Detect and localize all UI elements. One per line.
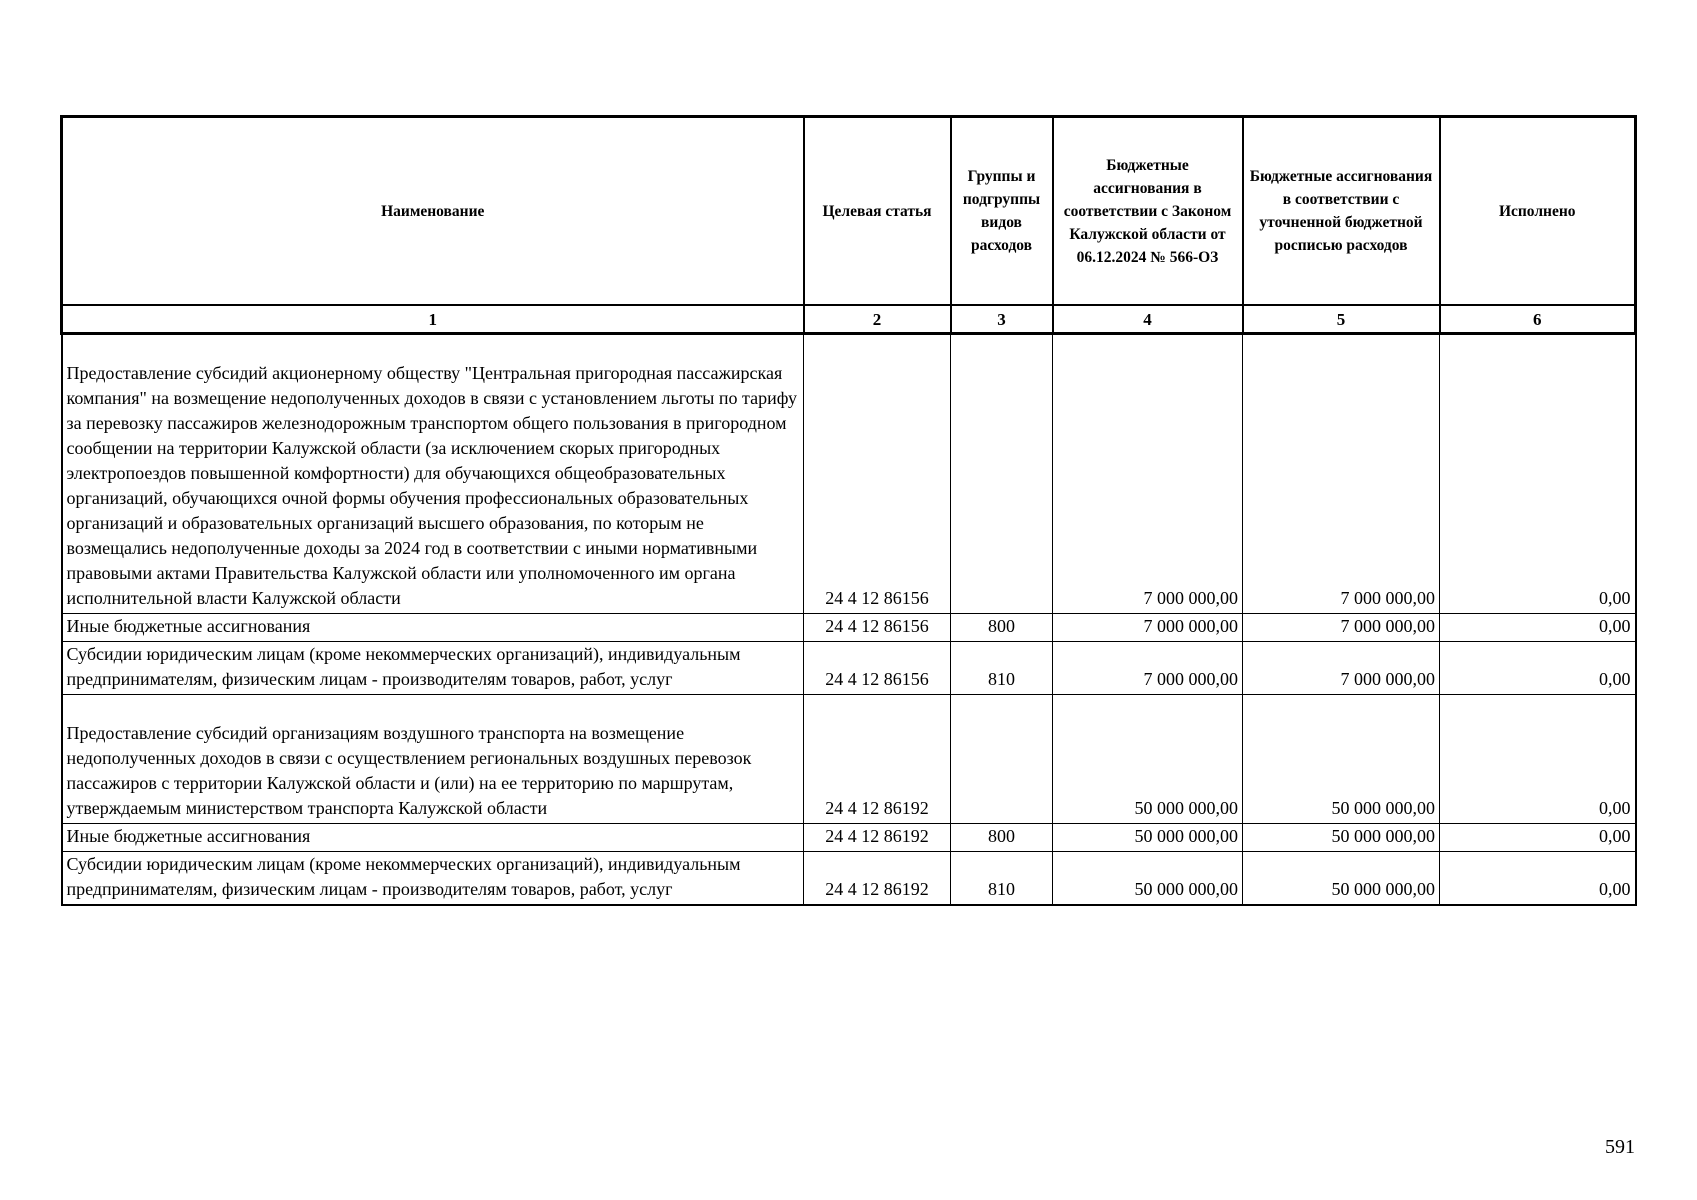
row-refined-allocation: 50 000 000,00 (1243, 695, 1440, 824)
table-row (62, 614, 1636, 642)
row-name: Предоставление субсидий организациям воздушного транспорта на возмещение недополученных доходов в связи с осуществлением региональных воздушных перевозок пассажиров с территории Калужской области и (или) на ее территорию по маршрутам, утверждаемым министерством транспорта Калужской области (62, 695, 804, 824)
col-header-law-allocations: Бюджетные ассигнования в соответствии с Законом Калужской области от 06.12.2024 № 566-ОЗ (1053, 117, 1243, 306)
budget-table (60, 115, 1637, 906)
row-executed: 0,00 (1440, 824, 1636, 852)
row-law-allocation: 7 000 000,00 (1053, 642, 1243, 695)
row-expense-group (951, 695, 1053, 824)
col-number: 3 (951, 305, 1053, 334)
col-header-name: Наименование (62, 117, 804, 306)
row-target-article: 24 4 12 86156 (804, 614, 951, 642)
row-executed: 0,00 (1440, 852, 1636, 906)
row-executed: 0,00 (1440, 334, 1636, 614)
row-refined-allocation: 7 000 000,00 (1243, 614, 1440, 642)
row-refined-allocation: 7 000 000,00 (1243, 642, 1440, 695)
col-header-target-article: Целевая статья (804, 117, 951, 306)
row-law-allocation: 7 000 000,00 (1053, 334, 1243, 614)
budget-sheet (60, 115, 1634, 906)
row-expense-group (951, 334, 1053, 614)
row-refined-allocation: 50 000 000,00 (1243, 824, 1440, 852)
row-executed: 0,00 (1440, 614, 1636, 642)
row-target-article: 24 4 12 86192 (804, 695, 951, 824)
col-number: 6 (1440, 305, 1636, 334)
row-refined-allocation: 7 000 000,00 (1243, 334, 1440, 614)
row-target-article: 24 4 12 86192 (804, 852, 951, 906)
row-name: Иные бюджетные ассигнования (62, 614, 804, 642)
row-executed: 0,00 (1440, 695, 1636, 824)
col-header-executed: Исполнено (1440, 117, 1636, 306)
table-row (62, 334, 1636, 614)
row-target-article: 24 4 12 86192 (804, 824, 951, 852)
row-expense-group: 810 (951, 642, 1053, 695)
col-number: 1 (62, 305, 804, 334)
table-row (62, 695, 1636, 824)
row-name: Иные бюджетные ассигнования (62, 824, 804, 852)
col-header-refined-allocations: Бюджетные ассигнования в соответствии с уточненной бюджетной росписью расходов (1243, 117, 1440, 306)
col-number: 2 (804, 305, 951, 334)
header-row (62, 117, 1636, 306)
column-number-row (62, 305, 1636, 334)
row-expense-group: 800 (951, 824, 1053, 852)
page-number: 591 (1605, 1136, 1635, 1158)
table-row (62, 852, 1636, 906)
col-header-expense-groups: Группы и подгруппы видов расходов (951, 117, 1053, 306)
row-expense-group: 800 (951, 614, 1053, 642)
col-number: 4 (1053, 305, 1243, 334)
row-name: Субсидии юридическим лицам (кроме некоммерческих организаций), индивидуальным предпринимателям, физическим лицам - производителям товаров, работ, услуг (62, 642, 804, 695)
row-law-allocation: 7 000 000,00 (1053, 614, 1243, 642)
row-expense-group: 810 (951, 852, 1053, 906)
row-law-allocation: 50 000 000,00 (1053, 852, 1243, 906)
row-executed: 0,00 (1440, 642, 1636, 695)
col-number: 5 (1243, 305, 1440, 334)
row-target-article: 24 4 12 86156 (804, 334, 951, 614)
row-law-allocation: 50 000 000,00 (1053, 695, 1243, 824)
row-target-article: 24 4 12 86156 (804, 642, 951, 695)
row-name: Предоставление субсидий акционерному обществу "Центральная пригородная пассажирская компания" на возмещение недополученных доходов в связи с установлением льготы по тарифу за перевозку пассажиров железнодорожным транспортом общего пользования в пригородном сообщении на территории Калужской области (за исключением скорых пригородных электропоездов повышенной комфортности) для обучающихся общеобразовательных организаций, обучающихся очной формы обучения профессиональных образовательных организаций и образовательных организаций высшего образования, по которым не возмещались недополученные доходы за 2024 год в соответствии с иными нормативными правовыми актами Правительства Калужской области или уполномоченного им органа исполнительной власти Калужской области (62, 334, 804, 614)
row-law-allocation: 50 000 000,00 (1053, 824, 1243, 852)
row-name: Субсидии юридическим лицам (кроме некоммерческих организаций), индивидуальным предпринимателям, физическим лицам - производителям товаров, работ, услуг (62, 852, 804, 906)
table-row (62, 642, 1636, 695)
table-row (62, 824, 1636, 852)
row-refined-allocation: 50 000 000,00 (1243, 852, 1440, 906)
